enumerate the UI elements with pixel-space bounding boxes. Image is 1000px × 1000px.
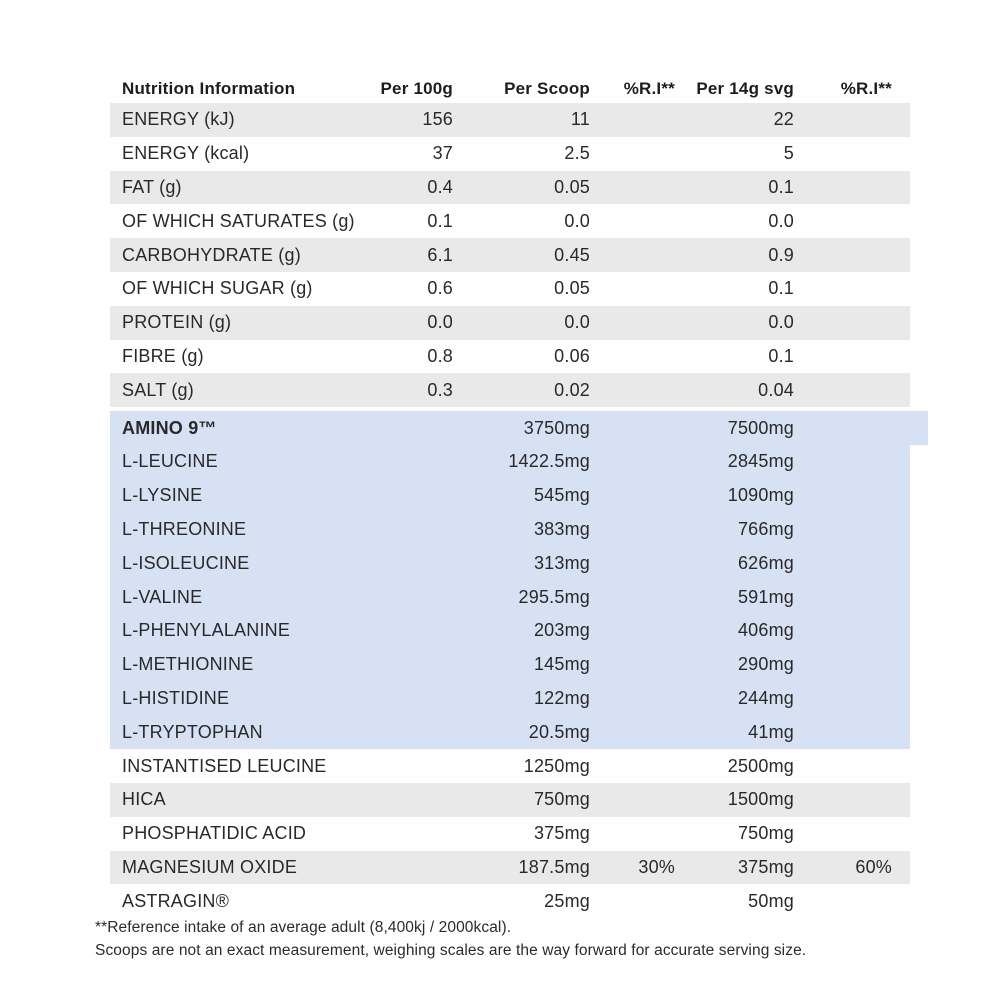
per-scoop-value: 0.05	[554, 278, 590, 299]
header-ri-2: %R.I**	[840, 79, 892, 98]
per-100g-value: 0.8	[427, 345, 453, 366]
row-label: SALT (g)	[122, 379, 194, 400]
row-label: MAGNESIUM OXIDE	[122, 856, 298, 877]
table-header-row	[110, 75, 910, 103]
per-scoop-value: 545mg	[533, 485, 590, 506]
per-scoop-value: 0.05	[554, 176, 590, 197]
table-row	[110, 340, 910, 374]
per-14g-value: 406mg	[737, 620, 794, 641]
row-label: HICA	[122, 789, 166, 810]
ri-1-value: 30%	[638, 856, 675, 877]
per-scoop-value: 750mg	[533, 789, 590, 810]
header-per-100g: Per 100g	[380, 79, 453, 98]
header-per-14g-svg: Per 14g svg	[696, 79, 794, 98]
row-label: L-PHENYLALANINE	[122, 620, 291, 641]
per-scoop-value: 375mg	[533, 823, 590, 844]
per-14g-value: 50mg	[748, 890, 794, 911]
per-14g-value: 2845mg	[727, 451, 794, 472]
per-14g-value: 41mg	[748, 721, 794, 742]
per-scoop-value: 1422.5mg	[508, 451, 590, 472]
row-label: FIBRE (g)	[122, 345, 204, 366]
nutrition-table-body	[110, 103, 910, 918]
per-scoop-value: 122mg	[533, 687, 590, 708]
footnote-scoop-note: Scoops are not an exact measurement, weighing scales are the way forward for accurate serving size.	[95, 942, 807, 959]
per-scoop-value: 0.0	[564, 312, 590, 333]
table-row	[110, 204, 910, 238]
per-100g-value: 0.0	[427, 312, 453, 333]
table-row	[110, 103, 910, 137]
table-row	[110, 137, 910, 171]
table-row	[110, 238, 910, 272]
per-14g-value: 22	[773, 109, 794, 130]
row-label: ENERGY (kcal)	[122, 143, 250, 164]
per-14g-value: 7500mg	[727, 417, 794, 438]
table-row	[110, 580, 910, 614]
row-label: L-THREONINE	[122, 518, 247, 539]
per-14g-value: 591mg	[737, 586, 794, 607]
per-100g-value: 0.4	[427, 176, 453, 197]
per-14g-value: 626mg	[737, 552, 794, 573]
per-14g-value: 1500mg	[727, 789, 794, 810]
per-scoop-value: 383mg	[533, 518, 590, 539]
table-row	[110, 546, 910, 580]
per-scoop-value: 187.5mg	[518, 856, 590, 877]
per-scoop-value: 2.5	[564, 143, 590, 164]
per-14g-value: 2500mg	[727, 755, 794, 776]
table-row	[110, 851, 910, 885]
per-scoop-value: 313mg	[533, 552, 590, 573]
table-row	[110, 749, 910, 783]
footnotes	[95, 916, 806, 962]
per-100g-value: 0.6	[427, 278, 453, 299]
row-label: FAT (g)	[122, 176, 182, 197]
per-scoop-value: 25mg	[544, 890, 590, 911]
table-row	[110, 783, 910, 817]
per-14g-value: 0.1	[768, 278, 794, 299]
table-row	[110, 479, 910, 513]
per-scoop-value: 295.5mg	[518, 586, 590, 607]
header-ri-1: %R.I**	[623, 79, 675, 98]
row-label: L-VALINE	[122, 586, 203, 607]
row-label: OF WHICH SUGAR (g)	[122, 278, 313, 299]
per-14g-value: 766mg	[737, 518, 794, 539]
per-scoop-value: 203mg	[533, 620, 590, 641]
per-scoop-value: 0.45	[554, 244, 590, 265]
table-row	[110, 306, 910, 340]
header-per-scoop: Per Scoop	[504, 79, 590, 98]
table-row	[110, 884, 910, 918]
table-row	[110, 715, 910, 749]
per-100g-value: 0.3	[427, 379, 453, 400]
row-label: PHOSPHATIDIC ACID	[122, 823, 307, 844]
per-14g-value: 5	[783, 143, 794, 164]
table-row	[110, 648, 910, 682]
ri-2-value: 60%	[855, 856, 892, 877]
table-row	[110, 513, 910, 547]
table-row	[110, 817, 910, 851]
per-14g-value: 0.9	[768, 244, 794, 265]
per-scoop-value: 0.06	[554, 345, 590, 366]
row-label: AMINO 9™	[122, 417, 217, 438]
row-label: CARBOHYDRATE (g)	[122, 244, 301, 265]
nutrition-table	[110, 75, 910, 918]
table-row	[110, 171, 910, 205]
per-100g-value: 37	[432, 143, 453, 164]
table-row	[110, 682, 910, 716]
per-100g-value: 156	[422, 109, 453, 130]
row-label: OF WHICH SATURATES (g)	[122, 210, 355, 231]
per-100g-value: 6.1	[427, 244, 453, 265]
per-14g-value: 750mg	[737, 823, 794, 844]
row-label: INSTANTISED LEUCINE	[122, 755, 327, 776]
footnote-reference-intake: **Reference intake of an average adult (8,400kj / 2000kcal).	[95, 919, 512, 936]
per-scoop-value: 145mg	[533, 654, 590, 675]
table-row	[110, 445, 910, 479]
table-row	[110, 272, 910, 306]
per-14g-value: 290mg	[737, 654, 794, 675]
table-row	[110, 407, 928, 445]
row-label: ENERGY (kJ)	[122, 109, 235, 130]
row-label: ASTRAGIN®	[122, 890, 230, 911]
per-scoop-value: 0.02	[554, 379, 590, 400]
table-row	[110, 614, 910, 648]
table-row	[110, 373, 910, 407]
per-14g-value: 0.0	[768, 312, 794, 333]
per-scoop-value: 11	[570, 109, 590, 130]
per-100g-value: 0.1	[427, 210, 453, 231]
per-scoop-value: 0.0	[564, 210, 590, 231]
per-14g-value: 0.04	[758, 379, 794, 400]
per-14g-value: 1090mg	[727, 485, 794, 506]
per-14g-value: 244mg	[737, 687, 794, 708]
row-label: L-ISOLEUCINE	[122, 552, 250, 573]
row-label: L-METHIONINE	[122, 654, 254, 675]
per-scoop-value: 20.5mg	[528, 721, 590, 742]
per-scoop-value: 3750mg	[523, 417, 590, 438]
row-label: L-HISTIDINE	[122, 687, 230, 708]
row-label: L-TRYPTOPHAN	[122, 721, 263, 742]
header-nutrition-information: Nutrition Information	[122, 79, 296, 98]
per-14g-value: 0.1	[768, 345, 794, 366]
per-scoop-value: 1250mg	[523, 755, 590, 776]
row-label: PROTEIN (g)	[122, 312, 232, 333]
per-14g-value: 0.1	[768, 176, 794, 197]
row-label: L-LEUCINE	[122, 451, 218, 472]
per-14g-value: 0.0	[768, 210, 794, 231]
per-14g-value: 375mg	[737, 856, 794, 877]
row-label: L-LYSINE	[122, 485, 203, 506]
